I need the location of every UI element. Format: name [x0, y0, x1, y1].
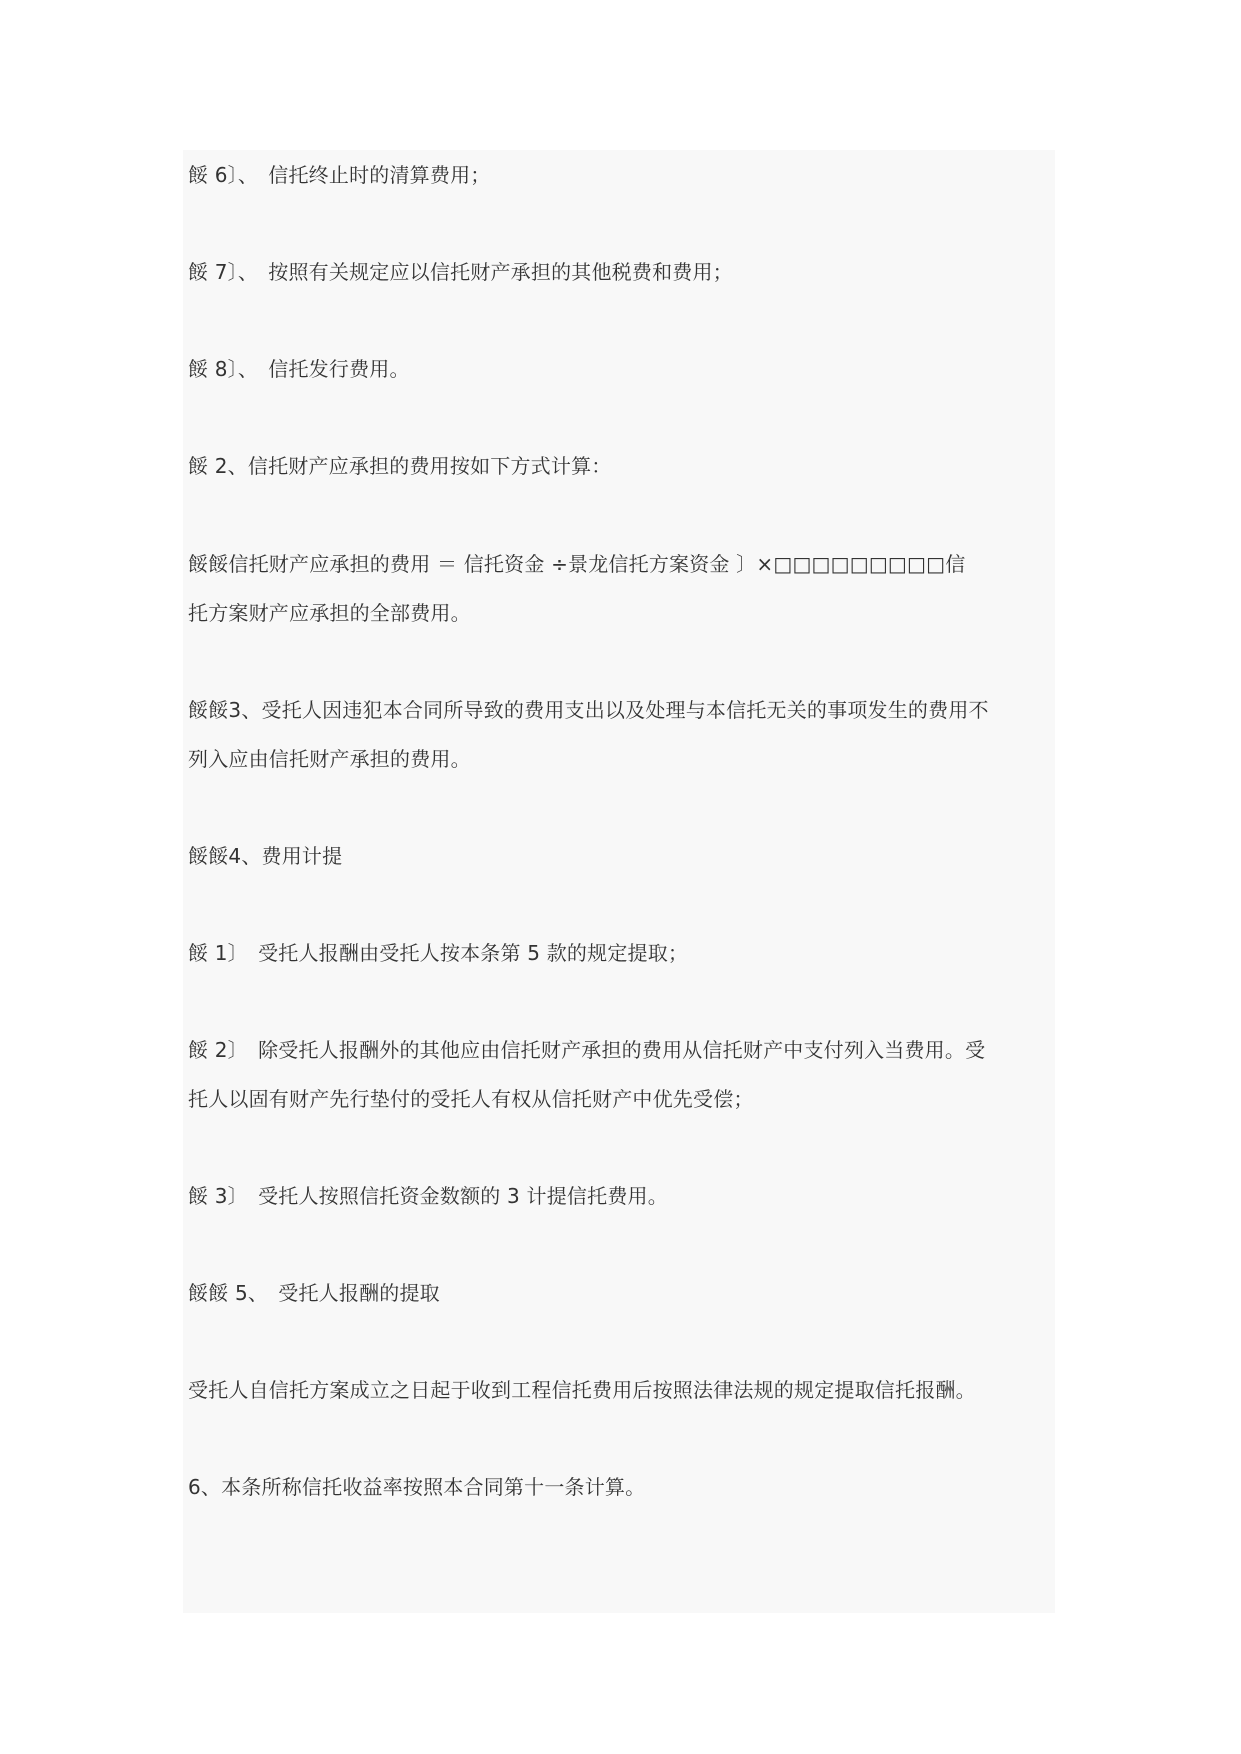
section-3-line-1: 餒餒3、受托人因违犯本合同所导致的费用支出以及处理与本信托无关的事项发生的费用不 [188, 698, 989, 722]
item-3-accrual: 餒 3〕 受托人按照信托资金数额的 3 计提信托费用。 [188, 1184, 668, 1208]
item-2-line-2: 托人以固有财产先行垫付的受托人有权从信托财产中优先受偿； [188, 1087, 754, 1111]
section-2-heading: 餒 2、信托财产应承担的费用按如下方式计算： [188, 454, 612, 478]
fee-formula-line-2: 托方案财产应承担的全部费用。 [188, 601, 471, 625]
fee-formula-line-1: 餒餒信托财产应承担的费用 ＝ 信托资金 ÷景龙信托方案资金 〕×□□□□□□□□□信 [188, 552, 966, 576]
section-5-body: 受托人自信托方案成立之日起于收到工程信托费用后按照法律法规的规定提取信托报酬。 [188, 1378, 976, 1402]
section-6-body: 6、本条所称信托收益率按照本合同第十一条计算。 [188, 1475, 646, 1499]
clause-7-other-taxes: 餒 7〕、 按照有关规定应以信托财产承担的其他税费和费用； [188, 260, 733, 284]
item-2-line-1: 餒 2〕 除受托人报酬外的其他应由信托财产承担的费用从信托财产中支付列入当费用。受 [188, 1038, 986, 1062]
section-3-line-2: 列入应由信托财产承担的费用。 [188, 747, 471, 771]
section-5-heading: 餒餒 5、 受托人报酬的提取 [188, 1281, 440, 1305]
clause-8-issuance-fee: 餒 8〕、 信托发行费用。 [188, 357, 410, 381]
item-1-trustee-fee: 餒 1〕 受托人报酬由受托人按本条第 5 款的规定提取； [188, 941, 689, 965]
clause-6-clearing-fee: 餒 6〕、 信托终止时的清算费用； [188, 163, 491, 187]
section-4-heading: 餒餒4、费用计提 [188, 844, 343, 868]
